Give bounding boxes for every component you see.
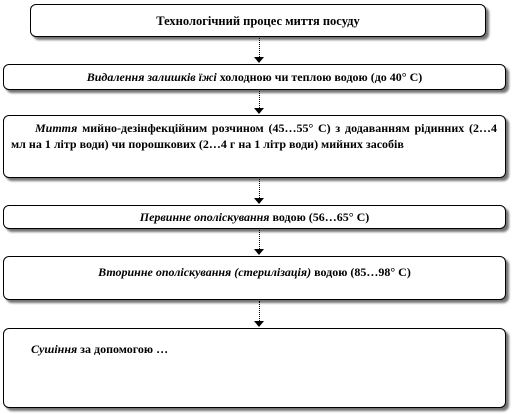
step-washing [3, 115, 506, 178]
step-term: Миття [35, 121, 78, 135]
step-term: Вторинне ополіскування (стерилізація) [98, 265, 312, 279]
step-term: Первинне ополіскування [139, 210, 270, 224]
connector-line [259, 230, 260, 249]
step-second-rinse [3, 256, 506, 300]
step-first-rinse [3, 205, 506, 229]
step-term: Видалення залишків їжі [86, 70, 217, 84]
process-title-box [30, 4, 486, 37]
connector-line [259, 38, 260, 57]
connector-line [259, 301, 260, 321]
step-residue-removal [3, 64, 506, 90]
arrow-down-icon [254, 108, 264, 114]
step-description: водою (56…65° С) [269, 210, 370, 224]
process-title: Технологічний процес миття посуду [156, 14, 360, 28]
arrow-down-icon [254, 57, 264, 63]
arrow-down-icon [254, 249, 264, 255]
step-term: Сушіння [31, 342, 78, 356]
step-drying [3, 328, 506, 408]
step-description: водою (85…98° С) [311, 265, 411, 279]
arrow-down-icon [254, 321, 264, 327]
step-description: за допомогою … [77, 342, 169, 356]
step-description: мийно-дезінфекційним розчином (45…55° С) з додаванням рідинних (2…4 мл на 1 літр води) чи порошкових (2…4 г на 1 літр води) мийних засобів [11, 121, 497, 151]
connector-line [259, 91, 260, 108]
connector-line [259, 179, 260, 198]
arrow-down-icon [254, 198, 264, 204]
step-description: холодною чи теплою водою (до 40° С) [216, 70, 423, 84]
